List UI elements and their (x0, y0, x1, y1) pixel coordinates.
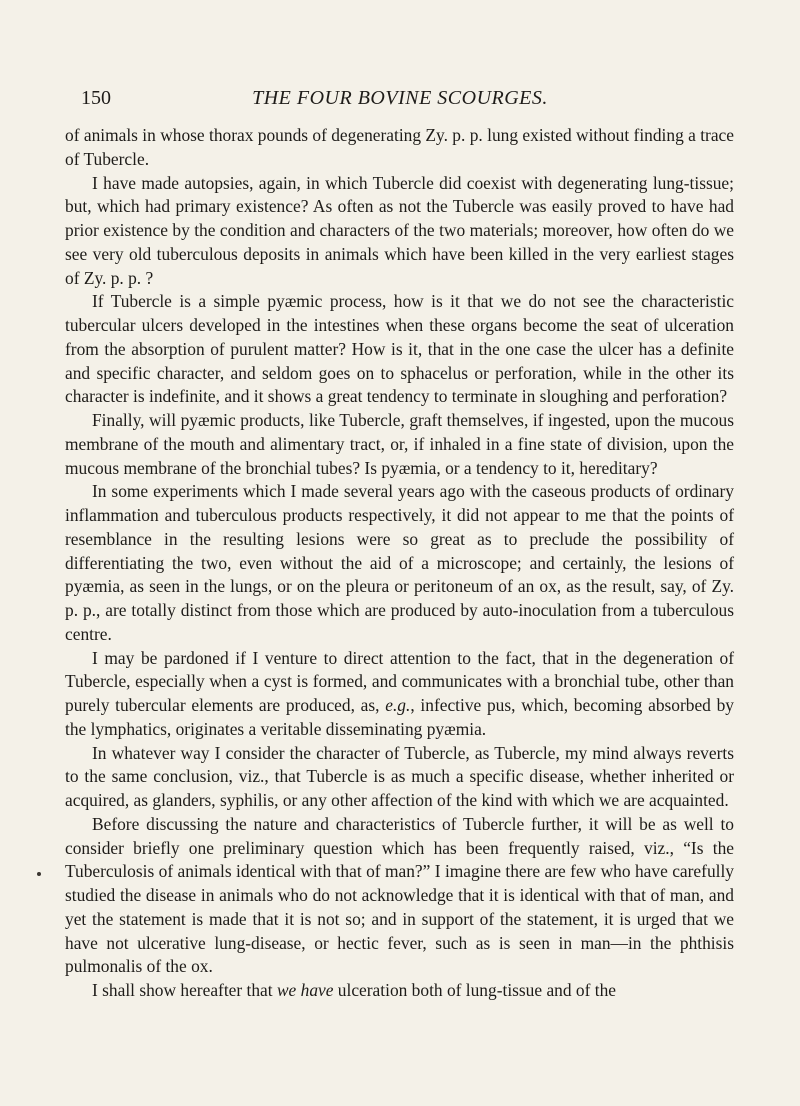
paragraph: In whatever way I consider the character of Tubercle, as Tubercle, my mind always reverts to the same conclusion, viz., that Tubercle is as much a specific disease, whether inherited or acquired, as glanders, syphilis, or any other affection of the kind with which we are acquainted. (65, 742, 734, 810)
paragraph: Finally, will pyæmic products, like Tubercle, graft themselves, if ingested, upon the mucous membrane of the mouth and alimentary tract, or, if inhaled in a fine state of division, upon the mucous membrane of the bronchial tubes? Is pyæmia, or a tendency to it, hereditary? (65, 410, 734, 478)
paragraph: If Tubercle is a simple pyæmic process, how is it that we do not see the characteristic tubercular ulcers developed in the intestines when these organs become the seat of ulceration from the absorption of purulent matter? How is it, that in the one case the ulcer has a definite and specific character, and seldom goes on to sphacelus or perforation, while in the other its character is indefinite, and it shows a great tendency to terminate in sloughing and perforation? (65, 291, 734, 407)
paragraph: I shall show hereafter that we have ulceration both of lung-tissue and of the (92, 980, 616, 1000)
margin-mark (37, 872, 41, 876)
italic-text: e.g. (385, 695, 411, 715)
body-text (65, 124, 734, 1003)
page-header (0, 87, 800, 115)
page-number: 150 (81, 87, 111, 109)
paragraph: I have made autopsies, again, in which Tubercle did coexist with degenerating lung-tissue; but, which had primary existence? As often as not the Tubercle was easily proved to have had prior existence by the condition and characters of the two materials; moreover, how often do we see very old tuberculous deposits in animals which have been killed in the very earliest stages of Zy. p. p. ? (65, 172, 734, 288)
paragraph: I may be pardoned if I venture to direct attention to the fact, that in the degeneration of Tubercle, especially when a cyst is formed, and communicates with a bronchial tube, other than purely tubercular elements are produced, as, e.g., infective pus, which, becoming absorbed by the lymphatics, originates a veritable disseminating pyæmia. (65, 647, 734, 739)
paragraph: of animals in whose thorax pounds of degenerating Zy. p. p. lung existed without finding a trace of Tubercle. (65, 125, 734, 169)
paragraph: In some experiments which I made several years ago with the caseous products of ordinary inflammation and tuberculous products respectively, it did not appear to me that the points of resemblance in the resulting lesions were so great as to preclude the possibility of differentiating the two, even without the aid of a microscope; and certainly, the lesions of pyæmia, as seen in the lungs, or on the pleura or peritoneum of an ox, as the result, say, of Zy. p. p., are totally distinct from those which are produced by auto-inoculation from a tuberculous centre. (65, 481, 734, 644)
italic-text: we have (276, 980, 334, 1000)
paragraph: Before discussing the nature and characteristics of Tubercle further, it will be as well to consider briefly one preliminary question which has been frequently raised, viz., “Is the Tuberculosis of animals identical with that of man?” I imagine there are few who have carefully studied the disease in animals who do not acknowledge that it is identical with that of man, and yet the statement is made that it is not so; and in support of the statement, it is urged that we have not ulcerative lung-disease, or hectic fever, such as is seen in man—in the phthisis pulmonalis of the ox. (65, 813, 734, 977)
running-title: THE FOUR BOVINE SCOURGES. (252, 87, 548, 109)
